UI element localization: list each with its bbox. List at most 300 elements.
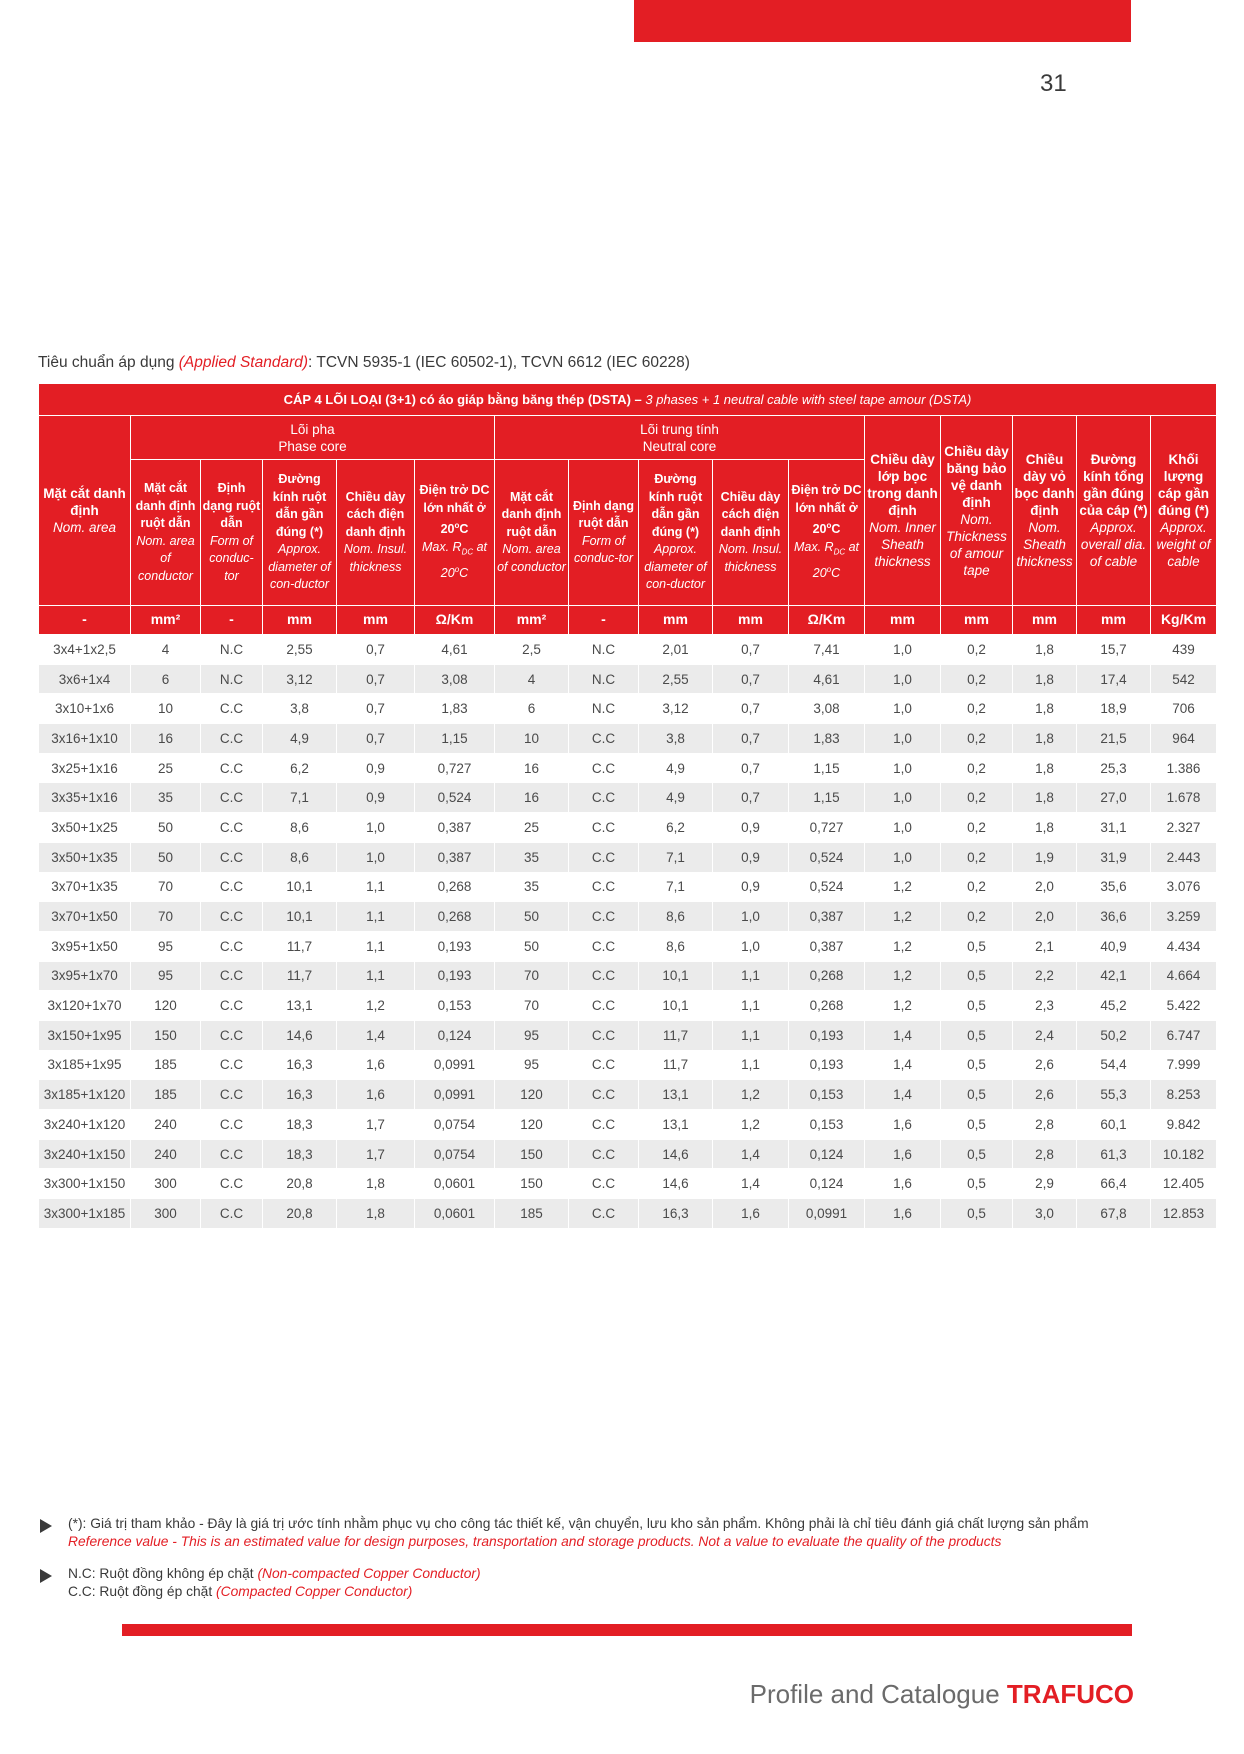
table-cell: 0,5 (941, 1050, 1013, 1080)
table-cell: 0,2 (941, 753, 1013, 783)
standard-prefix: Tiêu chuẩn áp dụng (38, 354, 179, 371)
table-cell: C.C (569, 842, 639, 872)
note-nc: N.C: Ruột đồng không ép chặt (Non-compacted Copper Conductor) (68, 1566, 481, 1581)
table-cell: 10,1 (263, 902, 337, 932)
table-row (39, 1080, 1217, 1110)
table-cell: 11,7 (639, 1050, 713, 1080)
table-cell: C.C (569, 783, 639, 813)
table-cell: C.C (569, 1169, 639, 1199)
top-red-band (634, 0, 1131, 42)
table-cell: 1,4 (865, 1080, 941, 1110)
table-cell: 0,0991 (415, 1050, 495, 1080)
table-cell: 55,3 (1077, 1080, 1151, 1110)
table-cell: N.C (569, 694, 639, 724)
table-cell: C.C (201, 961, 263, 991)
table-cell: 2,6 (1013, 1080, 1077, 1110)
table-cell: 25 (131, 753, 201, 783)
table-cell: 1,9 (1013, 842, 1077, 872)
table-cell: 70 (495, 961, 569, 991)
table-cell: 0,387 (415, 813, 495, 843)
table-cell: 3,0 (1013, 1199, 1077, 1229)
table-cell: C.C (201, 872, 263, 902)
table-cell: 1,8 (1013, 724, 1077, 754)
table-cell: 0,387 (415, 842, 495, 872)
table-cell: 35 (131, 783, 201, 813)
table-cell: 8,6 (263, 842, 337, 872)
table-cell: C.C (201, 1110, 263, 1140)
table-cell: 0,193 (415, 961, 495, 991)
table-title-en: 3 phases + 1 neutral cable with steel tape amour (DSTA) (641, 391, 972, 407)
table-row (39, 1199, 1217, 1229)
table-cell: 3,8 (639, 724, 713, 754)
table-row (39, 1139, 1217, 1169)
table-cell: 10,1 (639, 991, 713, 1021)
table-cell: 13,1 (263, 991, 337, 1021)
table-cell: 542 (1151, 664, 1217, 694)
table-cell: 1,4 (713, 1139, 789, 1169)
cable-code-cell: 3x150+1x95 (39, 1020, 131, 1050)
table-cell: 0,7 (337, 724, 415, 754)
bottom-red-band (122, 1624, 1132, 1636)
table-row (39, 931, 1217, 961)
table-cell: 0,153 (789, 1080, 865, 1110)
table-cell: 2,9 (1013, 1169, 1077, 1199)
table-cell: 1,8 (1013, 635, 1077, 665)
table-cell: 1,0 (337, 842, 415, 872)
table-row (39, 1020, 1217, 1050)
table-cell: 50 (131, 813, 201, 843)
table-cell: 0,193 (789, 1050, 865, 1080)
table-cell: 1,7 (337, 1139, 415, 1169)
table-cell: 1,8 (1013, 664, 1077, 694)
table-cell: C.C (201, 1199, 263, 1229)
cable-spec-table (38, 383, 1217, 1229)
table-cell: 0,2 (941, 783, 1013, 813)
table-cell: 0,268 (789, 961, 865, 991)
table-cell: 50 (495, 902, 569, 932)
cable-code-cell: 3x185+1x95 (39, 1050, 131, 1080)
table-cell: 1,15 (415, 724, 495, 754)
table-cell: N.C (201, 635, 263, 665)
table-cell: 0,2 (941, 813, 1013, 843)
table-cell: 1,1 (713, 1050, 789, 1080)
table-cell: 0,0601 (415, 1199, 495, 1229)
table-cell: 50,2 (1077, 1020, 1151, 1050)
table-cell: 2,5 (495, 635, 569, 665)
table-cell: 0,0601 (415, 1169, 495, 1199)
table-cell: 0,2 (941, 664, 1013, 694)
table-cell: 18,9 (1077, 694, 1151, 724)
table-cell: 1,1 (337, 872, 415, 902)
table-cell: 0,193 (415, 931, 495, 961)
table-row (39, 664, 1217, 694)
table-cell: 95 (495, 1050, 569, 1080)
table-cell: 0,524 (789, 872, 865, 902)
table-cell: 27,0 (1077, 783, 1151, 813)
unit-cell: mm (263, 606, 337, 635)
cable-code-cell: 3x4+1x2,5 (39, 635, 131, 665)
table-cell: 0,5 (941, 1020, 1013, 1050)
table-cell: 1,1 (337, 902, 415, 932)
table-cell: 1,6 (865, 1139, 941, 1169)
table-cell: 1,0 (865, 753, 941, 783)
header-phase-insulation: Chiều dày cách điện danh định Nom. Insul. thickness (337, 460, 415, 606)
table-cell: 0,9 (713, 842, 789, 872)
table-cell: 0,2 (941, 842, 1013, 872)
table-cell: 1,83 (789, 724, 865, 754)
table-cell: 1,2 (865, 872, 941, 902)
table-cell: 20,8 (263, 1199, 337, 1229)
table-cell: 45,2 (1077, 991, 1151, 1021)
table-cell: 1,2 (865, 902, 941, 932)
table-cell: 2,0 (1013, 872, 1077, 902)
table-cell: 1,4 (865, 1050, 941, 1080)
table-cell: 1,8 (337, 1199, 415, 1229)
standard-label-en: (Applied Standard) (178, 354, 309, 371)
header-neutral-diameter: Đường kính ruột dẫn gần đúng (*) Approx. diameter of con-ductor (639, 460, 713, 606)
header-neutral-form: Định dạng ruột dẫn Form of conduc-tor (569, 460, 639, 606)
unit-cell: mm² (495, 606, 569, 635)
table-cell: C.C (569, 991, 639, 1021)
applied-standard (38, 354, 690, 372)
table-cell: 70 (131, 902, 201, 932)
table-cell: 1,0 (337, 813, 415, 843)
table-cell: 42,1 (1077, 961, 1151, 991)
table-cell: 0,0754 (415, 1110, 495, 1140)
header-armour-tape: Chiều dày băng bảo vệ danh định Nom. Thickness of amour tape (941, 416, 1013, 606)
table-cell: 1,6 (713, 1199, 789, 1229)
table-cell: 0,387 (789, 902, 865, 932)
unit-cell: mm (639, 606, 713, 635)
table-cell: C.C (201, 694, 263, 724)
table-row (39, 813, 1217, 843)
table-body (39, 635, 1217, 1229)
table-cell: 13,1 (639, 1080, 713, 1110)
table-cell: C.C (569, 1139, 639, 1169)
table-cell: 12.853 (1151, 1199, 1217, 1229)
table-cell: 7.999 (1151, 1050, 1217, 1080)
table-cell: 3.076 (1151, 872, 1217, 902)
table-cell: 16,3 (639, 1199, 713, 1229)
table-cell: 11,7 (639, 1020, 713, 1050)
table-cell: C.C (201, 902, 263, 932)
header-overall-dia: Đường kính tổng gần đúng của cáp (*) Approx. overall dia. of cable (1077, 416, 1151, 606)
table-cell: 0,268 (415, 872, 495, 902)
table-cell: 35 (495, 872, 569, 902)
table-cell: 1,4 (337, 1020, 415, 1050)
table-cell: 1,6 (865, 1110, 941, 1140)
table-cell: 0,727 (789, 813, 865, 843)
cable-code-cell: 3x6+1x4 (39, 664, 131, 694)
table-cell: 2,8 (1013, 1110, 1077, 1140)
table-cell: C.C (569, 931, 639, 961)
table-row (39, 1050, 1217, 1080)
header-neutral-resistance: Điện trở DC lớn nhất ở 20$^o$C Max. $R_{DC}$ at 20$^o$C (789, 460, 865, 606)
table-cell: 0,7 (713, 694, 789, 724)
table-cell: 1,0 (865, 783, 941, 813)
table-cell: 4,9 (263, 724, 337, 754)
table-title-vi: CÁP 4 LÕI LOẠI (3+1) có áo giáp bằng băng thép (DSTA) – (283, 391, 642, 407)
table-cell: 0,524 (415, 783, 495, 813)
table-cell: 0,5 (941, 1110, 1013, 1140)
table-cell: 7,41 (789, 635, 865, 665)
table-cell: 70 (131, 872, 201, 902)
table-cell: 17,4 (1077, 664, 1151, 694)
table-cell: C.C (201, 842, 263, 872)
header-phase-form: Định dạng ruột dẫn Form of conduc-tor (201, 460, 263, 606)
table-cell: C.C (569, 1110, 639, 1140)
group-phase-core: Lõi pha Phase core (131, 416, 495, 460)
table-cell: 1,2 (865, 931, 941, 961)
table-cell: 2,6 (1013, 1050, 1077, 1080)
table-cell: 95 (495, 1020, 569, 1050)
table-cell: 54,4 (1077, 1050, 1151, 1080)
table-cell: 964 (1151, 724, 1217, 754)
cable-code-cell: 3x70+1x50 (39, 902, 131, 932)
table-row (39, 635, 1217, 665)
table-cell: 1,1 (713, 991, 789, 1021)
note-ref-vi: (*): Giá trị tham khảo - Đây là giá trị ước tính nhằm phục vụ cho công tác thiết kế, vận chuyển, lưu kho sản phẩm. Không phải là chỉ tiêu đánh giá chất lượng sản phẩm (68, 1516, 1089, 1531)
unit-cell: mm (941, 606, 1013, 635)
table-cell: 25,3 (1077, 753, 1151, 783)
table-cell: 0,5 (941, 1080, 1013, 1110)
table-cell: 0,0754 (415, 1139, 495, 1169)
header-neutral-area: Mặt cắt danh định ruột dẫn Nom. area of conductor (495, 460, 569, 606)
cable-code-cell: 3x120+1x70 (39, 991, 131, 1021)
cable-code-cell: 3x35+1x16 (39, 783, 131, 813)
table-cell: 4 (131, 635, 201, 665)
table-cell: 7,1 (263, 783, 337, 813)
table-cell: C.C (201, 991, 263, 1021)
table-cell: 20,8 (263, 1169, 337, 1199)
table-cell: 1,0 (713, 931, 789, 961)
table-cell: 14,6 (639, 1139, 713, 1169)
bullet-arrow-icon (40, 1569, 52, 1583)
cable-code-cell: 3x95+1x50 (39, 931, 131, 961)
note-ref-en: Reference value - This is an estimated value for design purposes, transportation and storage products. Not a value to evaluate the quality of the products (68, 1534, 1002, 1549)
table-cell: 0,0991 (789, 1199, 865, 1229)
table-cell: C.C (569, 961, 639, 991)
table-cell: C.C (201, 931, 263, 961)
table-cell: 4.664 (1151, 961, 1217, 991)
table-cell: 10.182 (1151, 1139, 1217, 1169)
table-row (39, 961, 1217, 991)
table-cell: 4,61 (789, 664, 865, 694)
table-cell: C.C (201, 783, 263, 813)
table-cell: 1,8 (1013, 753, 1077, 783)
table-cell: 0,124 (415, 1020, 495, 1050)
table-cell: 3,12 (263, 664, 337, 694)
table-cell: 1.386 (1151, 753, 1217, 783)
table-cell: 185 (131, 1050, 201, 1080)
unit-cell: mm² (131, 606, 201, 635)
table-cell: 1,2 (713, 1110, 789, 1140)
page-number: 31 (1040, 70, 1067, 97)
table-cell: 60,1 (1077, 1110, 1151, 1140)
table-cell: 1,6 (337, 1050, 415, 1080)
table-cell: 10 (131, 694, 201, 724)
footer-text: Profile and Catalogue (749, 1679, 1007, 1709)
table-cell: 0,2 (941, 872, 1013, 902)
table-cell: 0,2 (941, 724, 1013, 754)
header-neutral-insulation: Chiều dày cách điện danh định Nom. Insul. thickness (713, 460, 789, 606)
table-cell: N.C (201, 664, 263, 694)
table-cell: 0,268 (789, 991, 865, 1021)
footer-catalogue (750, 1679, 1134, 1710)
table-cell: C.C (569, 724, 639, 754)
table-cell: 11,7 (263, 931, 337, 961)
table-cell: 1,6 (337, 1080, 415, 1110)
table-cell: 7,1 (639, 842, 713, 872)
note-conductor-types (38, 1565, 1218, 1601)
cable-code-cell: 3x25+1x16 (39, 753, 131, 783)
table-cell: 95 (131, 931, 201, 961)
table-cell: 35,6 (1077, 872, 1151, 902)
cable-code-cell: 3x10+1x6 (39, 694, 131, 724)
table-cell: 1,0 (865, 694, 941, 724)
table-cell: 0,7 (713, 783, 789, 813)
table-cell: 31,1 (1077, 813, 1151, 843)
table-cell: 0,5 (941, 961, 1013, 991)
table-cell: 1,2 (865, 961, 941, 991)
table-cell: C.C (201, 1139, 263, 1169)
table-cell: 1,8 (1013, 813, 1077, 843)
table-cell: 0,7 (337, 635, 415, 665)
header-weight: Khối lượng cáp gần đúng (*) Approx. weight of cable (1151, 416, 1217, 606)
table-row (39, 694, 1217, 724)
table-cell: 0,7 (337, 694, 415, 724)
table-cell: 2.327 (1151, 813, 1217, 843)
table-cell: 11,7 (263, 961, 337, 991)
table-cell: 0,268 (415, 902, 495, 932)
table-cell: 1,83 (415, 694, 495, 724)
table-cell: 36,6 (1077, 902, 1151, 932)
table-cell: 16,3 (263, 1050, 337, 1080)
table-cell: 185 (495, 1199, 569, 1229)
table-cell: C.C (569, 1199, 639, 1229)
unit-cell: mm (337, 606, 415, 635)
table-cell: 3.259 (1151, 902, 1217, 932)
note-reference-value (38, 1515, 1218, 1551)
header-inner-sheath: Chiều dày lớp bọc trong danh định Nom. Inner Sheath thickness (865, 416, 941, 606)
table-cell: C.C (201, 724, 263, 754)
header-sheath: Chiều dày vỏ bọc danh định Nom. Sheath thickness (1013, 416, 1077, 606)
table-cell: 2,1 (1013, 931, 1077, 961)
table-cell: 3,12 (639, 694, 713, 724)
table-cell: 1,2 (865, 991, 941, 1021)
table-cell: 8,6 (639, 931, 713, 961)
unit-cell: - (39, 606, 131, 635)
cable-code-cell: 3x300+1x150 (39, 1169, 131, 1199)
table-cell: 0,5 (941, 991, 1013, 1021)
unit-cell: mm (865, 606, 941, 635)
unit-cell: Ω/Km (415, 606, 495, 635)
unit-cell: - (569, 606, 639, 635)
cable-code-cell: 3x50+1x35 (39, 842, 131, 872)
table-cell: 6 (495, 694, 569, 724)
table-row (39, 1110, 1217, 1140)
table-cell: 67,8 (1077, 1199, 1151, 1229)
table-row (39, 872, 1217, 902)
table-cell: 4,9 (639, 753, 713, 783)
table-cell: 1,2 (713, 1080, 789, 1110)
units-row (39, 606, 1217, 635)
table-cell: 10,1 (639, 961, 713, 991)
table-row (39, 724, 1217, 754)
cable-code-cell: 3x300+1x185 (39, 1199, 131, 1229)
table-cell: 6,2 (263, 753, 337, 783)
unit-cell: mm (1077, 606, 1151, 635)
table-cell: 0,9 (713, 813, 789, 843)
table-cell: 1,0 (713, 902, 789, 932)
table-cell: 50 (131, 842, 201, 872)
table-cell: 150 (495, 1139, 569, 1169)
table-cell: 1,15 (789, 753, 865, 783)
table-cell: 150 (131, 1020, 201, 1050)
table-row (39, 842, 1217, 872)
table-cell: 240 (131, 1139, 201, 1169)
table-cell: 1,4 (713, 1169, 789, 1199)
unit-cell: mm (1013, 606, 1077, 635)
table-cell: 150 (495, 1169, 569, 1199)
table-cell: C.C (201, 1020, 263, 1050)
table-cell: C.C (569, 1050, 639, 1080)
table-cell: 0,9 (337, 783, 415, 813)
table-cell: 1,2 (337, 991, 415, 1021)
table-cell: 1,1 (713, 961, 789, 991)
standard-value: : TCVN 5935-1 (IEC 60502-1), TCVN 6612 (IEC 60228) (308, 354, 690, 371)
table-cell: 25 (495, 813, 569, 843)
table-cell: 0,5 (941, 1139, 1013, 1169)
table-cell: 15,7 (1077, 635, 1151, 665)
table-cell: 0,5 (941, 1169, 1013, 1199)
table-cell: 0,7 (337, 664, 415, 694)
note-cc: C.C: Ruột đồng ép chặt (Compacted Copper Conductor) (68, 1584, 413, 1599)
table-cell: C.C (569, 1020, 639, 1050)
table-cell: 0,153 (789, 1110, 865, 1140)
table-cell: 10 (495, 724, 569, 754)
bullet-arrow-icon (40, 1519, 52, 1533)
table-cell: 300 (131, 1169, 201, 1199)
table-cell: 120 (495, 1080, 569, 1110)
table-cell: 1,7 (337, 1110, 415, 1140)
cable-code-cell: 3x70+1x35 (39, 872, 131, 902)
table-cell: C.C (569, 813, 639, 843)
table-title (39, 384, 1217, 416)
table-cell: 14,6 (639, 1169, 713, 1199)
table-cell: 0,193 (789, 1020, 865, 1050)
cable-code-cell: 3x16+1x10 (39, 724, 131, 754)
table-cell: 0,5 (941, 1199, 1013, 1229)
table-cell: 6 (131, 664, 201, 694)
cable-code-cell: 3x185+1x120 (39, 1080, 131, 1110)
table-cell: 185 (131, 1080, 201, 1110)
table-cell: 0,7 (713, 664, 789, 694)
cable-code-cell: 3x240+1x150 (39, 1139, 131, 1169)
table-cell: 10,1 (263, 872, 337, 902)
table-cell: C.C (201, 1169, 263, 1199)
table-cell: 2,0 (1013, 902, 1077, 932)
table-cell: 8.253 (1151, 1080, 1217, 1110)
table-cell: 31,9 (1077, 842, 1151, 872)
table-cell: 61,3 (1077, 1139, 1151, 1169)
table-cell: 1,8 (1013, 783, 1077, 813)
table-cell: 8,6 (639, 902, 713, 932)
table-cell: 240 (131, 1110, 201, 1140)
table-cell: 1,6 (865, 1169, 941, 1199)
table-cell: 1,0 (865, 813, 941, 843)
table-cell: 35 (495, 842, 569, 872)
